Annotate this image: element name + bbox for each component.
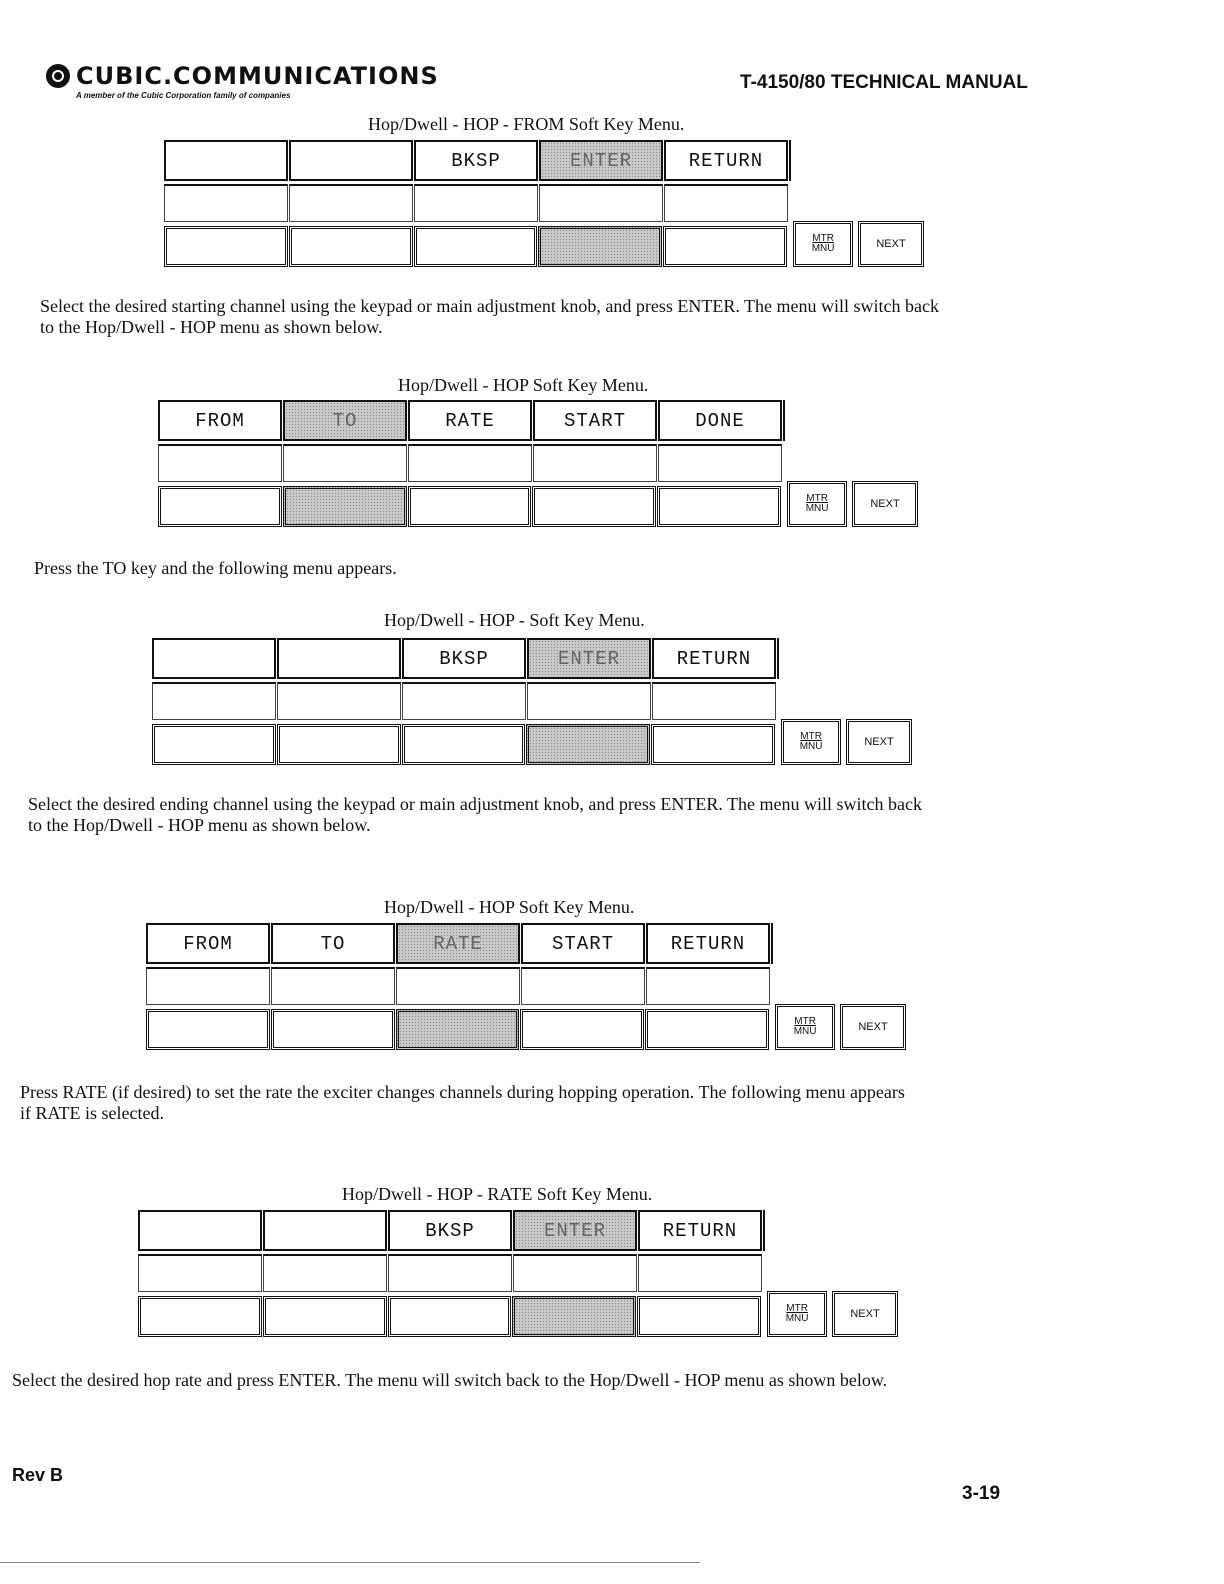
soft-key-menu (152, 638, 912, 778)
paragraph-line: Select the desired hop rate and press ENTER. The menu will switch back to the Hop/Dwell - HOP menu as shown below. (12, 1370, 888, 1390)
soft-key-label: RETURN (646, 923, 770, 964)
paragraph (20, 1082, 905, 1124)
soft-key-button[interactable] (277, 724, 401, 765)
soft-key-button[interactable] (289, 226, 413, 267)
soft-key-button[interactable] (146, 1009, 270, 1050)
company-name: CUBIC.COMMUNICATIONS (76, 62, 439, 90)
key-label-row (138, 1210, 898, 1251)
soft-key-label: ENTER (539, 140, 663, 181)
soft-key-button[interactable] (164, 226, 288, 267)
soft-key-button[interactable] (408, 486, 532, 527)
soft-key-label (277, 638, 401, 679)
menu-border (789, 140, 795, 181)
spacer-cell (396, 967, 520, 1005)
soft-key-menu (164, 140, 924, 280)
mnu-label: MNU (811, 243, 835, 254)
soft-key-button[interactable] (526, 724, 650, 765)
soft-key-button-row (146, 1009, 906, 1050)
soft-key-button[interactable] (538, 226, 662, 267)
soft-key-button[interactable] (402, 724, 526, 765)
spacer-cell (652, 682, 776, 720)
master-menu-button[interactable] (787, 481, 847, 527)
company-header (46, 62, 439, 100)
soft-key-menu (158, 400, 918, 540)
cubic-logo-icon (46, 64, 70, 88)
soft-key-button[interactable] (388, 1296, 512, 1337)
soft-key-label: DONE (658, 400, 782, 441)
soft-key-label: RATE (408, 400, 532, 441)
paragraph (28, 794, 922, 836)
paragraph (40, 296, 939, 338)
paragraph-line: Press RATE (if desired) to set the rate the exciter changes channels during hopping operation. The following menu appears (20, 1082, 905, 1102)
spacer-cell (638, 1254, 762, 1292)
paragraph (12, 1370, 887, 1391)
paragraph-line: Select the desired ending channel using the keypad or main adjustment knob, and press ENTER. The menu will switch back (28, 794, 922, 814)
spacer-cell (414, 184, 538, 222)
paragraph-line: to the Hop/Dwell - HOP menu as shown below. (28, 815, 371, 835)
menu-caption: Hop/Dwell - HOP - Soft Key Menu. (384, 610, 645, 630)
soft-key-label: RETURN (664, 140, 788, 181)
key-label-row (158, 400, 918, 441)
footer-rule (0, 1562, 700, 1563)
menu-border (783, 400, 789, 441)
spacer-row (164, 184, 924, 222)
soft-key-label (289, 140, 413, 181)
mnu-label: MNU (785, 1313, 809, 1324)
soft-key-label: BKSP (414, 140, 538, 181)
next-button[interactable]: NEXT (846, 719, 912, 765)
soft-key-button[interactable] (532, 486, 656, 527)
spacer-cell (402, 682, 526, 720)
mnu-label: MNU (805, 503, 829, 514)
menu-border (771, 923, 777, 964)
spacer-cell (152, 682, 276, 720)
soft-key-menu (146, 923, 906, 1063)
spacer-row (158, 444, 918, 482)
soft-key-label: TO (271, 923, 395, 964)
soft-key-button-row (138, 1296, 898, 1337)
spacer-cell (138, 1254, 262, 1292)
mtr-label: MTR (812, 233, 834, 244)
spacer-cell (277, 682, 401, 720)
menu-caption: Hop/Dwell - HOP Soft Key Menu. (384, 897, 635, 917)
spacer-cell (158, 444, 282, 482)
soft-key-label (263, 1210, 387, 1251)
spacer-row (152, 682, 912, 720)
spacer-cell (539, 184, 663, 222)
next-button[interactable]: NEXT (832, 1291, 898, 1337)
manual-title: T-4150/80 TECHNICAL MANUAL (740, 72, 1028, 93)
soft-key-button[interactable] (396, 1009, 520, 1050)
mnu-label: MNU (799, 741, 823, 752)
soft-key-label: BKSP (388, 1210, 512, 1251)
soft-key-label: RETURN (652, 638, 776, 679)
spacer-cell (271, 967, 395, 1005)
spacer-cell (408, 444, 532, 482)
soft-key-button[interactable] (138, 1296, 262, 1337)
spacer-cell (164, 184, 288, 222)
soft-key-button[interactable] (637, 1296, 761, 1337)
menu-caption: Hop/Dwell - HOP - FROM Soft Key Menu. (368, 114, 685, 134)
next-button[interactable]: NEXT (858, 221, 924, 267)
soft-key-button[interactable] (152, 724, 276, 765)
soft-key-button[interactable] (657, 486, 781, 527)
soft-key-button[interactable] (263, 1296, 387, 1337)
key-label-row (146, 923, 906, 964)
soft-key-button-row (158, 486, 918, 527)
soft-key-button[interactable] (414, 226, 538, 267)
soft-key-button[interactable] (651, 724, 775, 765)
menu-border (763, 1210, 769, 1251)
spacer-cell (283, 444, 407, 482)
soft-key-label: RATE (396, 923, 520, 964)
spacer-cell (533, 444, 657, 482)
spacer-cell (521, 967, 645, 1005)
mtr-label: MTR (800, 731, 822, 742)
soft-key-label: ENTER (513, 1210, 637, 1251)
soft-key-button[interactable] (271, 1009, 395, 1050)
master-menu-button[interactable] (793, 221, 853, 267)
spacer-cell (527, 682, 651, 720)
soft-key-button[interactable] (283, 486, 407, 527)
soft-key-button[interactable] (520, 1009, 644, 1050)
soft-key-menu (138, 1210, 898, 1350)
soft-key-label: FROM (158, 400, 282, 441)
soft-key-label: ENTER (527, 638, 651, 679)
paragraph-line: to the Hop/Dwell - HOP menu as shown below. (40, 317, 383, 337)
next-button[interactable]: NEXT (852, 481, 918, 527)
mtr-label: MTR (806, 493, 828, 504)
soft-key-label (138, 1210, 262, 1251)
mnu-label: MNU (793, 1026, 817, 1037)
mtr-label: MTR (794, 1016, 816, 1027)
spacer-cell (664, 184, 788, 222)
spacer-cell (289, 184, 413, 222)
paragraph-line: Select the desired starting channel using the keypad or main adjustment knob, and press ENTER. The menu will switch back (40, 296, 939, 316)
paragraph-line: if RATE is selected. (20, 1103, 164, 1123)
soft-key-button[interactable] (158, 486, 282, 527)
soft-key-button-row (164, 226, 924, 267)
soft-key-label: START (533, 400, 657, 441)
spacer-cell (658, 444, 782, 482)
soft-key-label: TO (283, 400, 407, 441)
spacer-cell (513, 1254, 637, 1292)
spacer-cell (146, 967, 270, 1005)
master-menu-button[interactable] (781, 719, 841, 765)
soft-key-button[interactable] (663, 226, 787, 267)
menu-caption: Hop/Dwell - HOP Soft Key Menu. (398, 375, 649, 395)
soft-key-button[interactable] (645, 1009, 769, 1050)
spacer-cell (646, 967, 770, 1005)
soft-key-label (152, 638, 276, 679)
mtr-label: MTR (786, 1303, 808, 1314)
soft-key-label (164, 140, 288, 181)
revision-label: Rev B (12, 1465, 64, 1485)
spacer-cell (263, 1254, 387, 1292)
paragraph (34, 558, 397, 579)
soft-key-label: FROM (146, 923, 270, 964)
soft-key-label: START (521, 923, 645, 964)
page-number: 3-19 (962, 1483, 1001, 1504)
key-label-row (152, 638, 912, 679)
master-menu-button[interactable] (775, 1004, 835, 1050)
company-tagline: A member of the Cubic Corporation family of companies (76, 91, 291, 100)
soft-key-button[interactable] (512, 1296, 636, 1337)
master-menu-button[interactable] (767, 1291, 827, 1337)
paragraph-line: Press the TO key and the following menu appears. (34, 558, 397, 578)
soft-key-label: RETURN (638, 1210, 762, 1251)
soft-key-button-row (152, 724, 912, 765)
soft-key-label: BKSP (402, 638, 526, 679)
key-label-row (164, 140, 924, 181)
menu-caption: Hop/Dwell - HOP - RATE Soft Key Menu. (342, 1184, 653, 1204)
menu-border (777, 638, 783, 679)
spacer-row (138, 1254, 898, 1292)
next-button[interactable]: NEXT (840, 1004, 906, 1050)
spacer-cell (388, 1254, 512, 1292)
spacer-row (146, 967, 906, 1005)
